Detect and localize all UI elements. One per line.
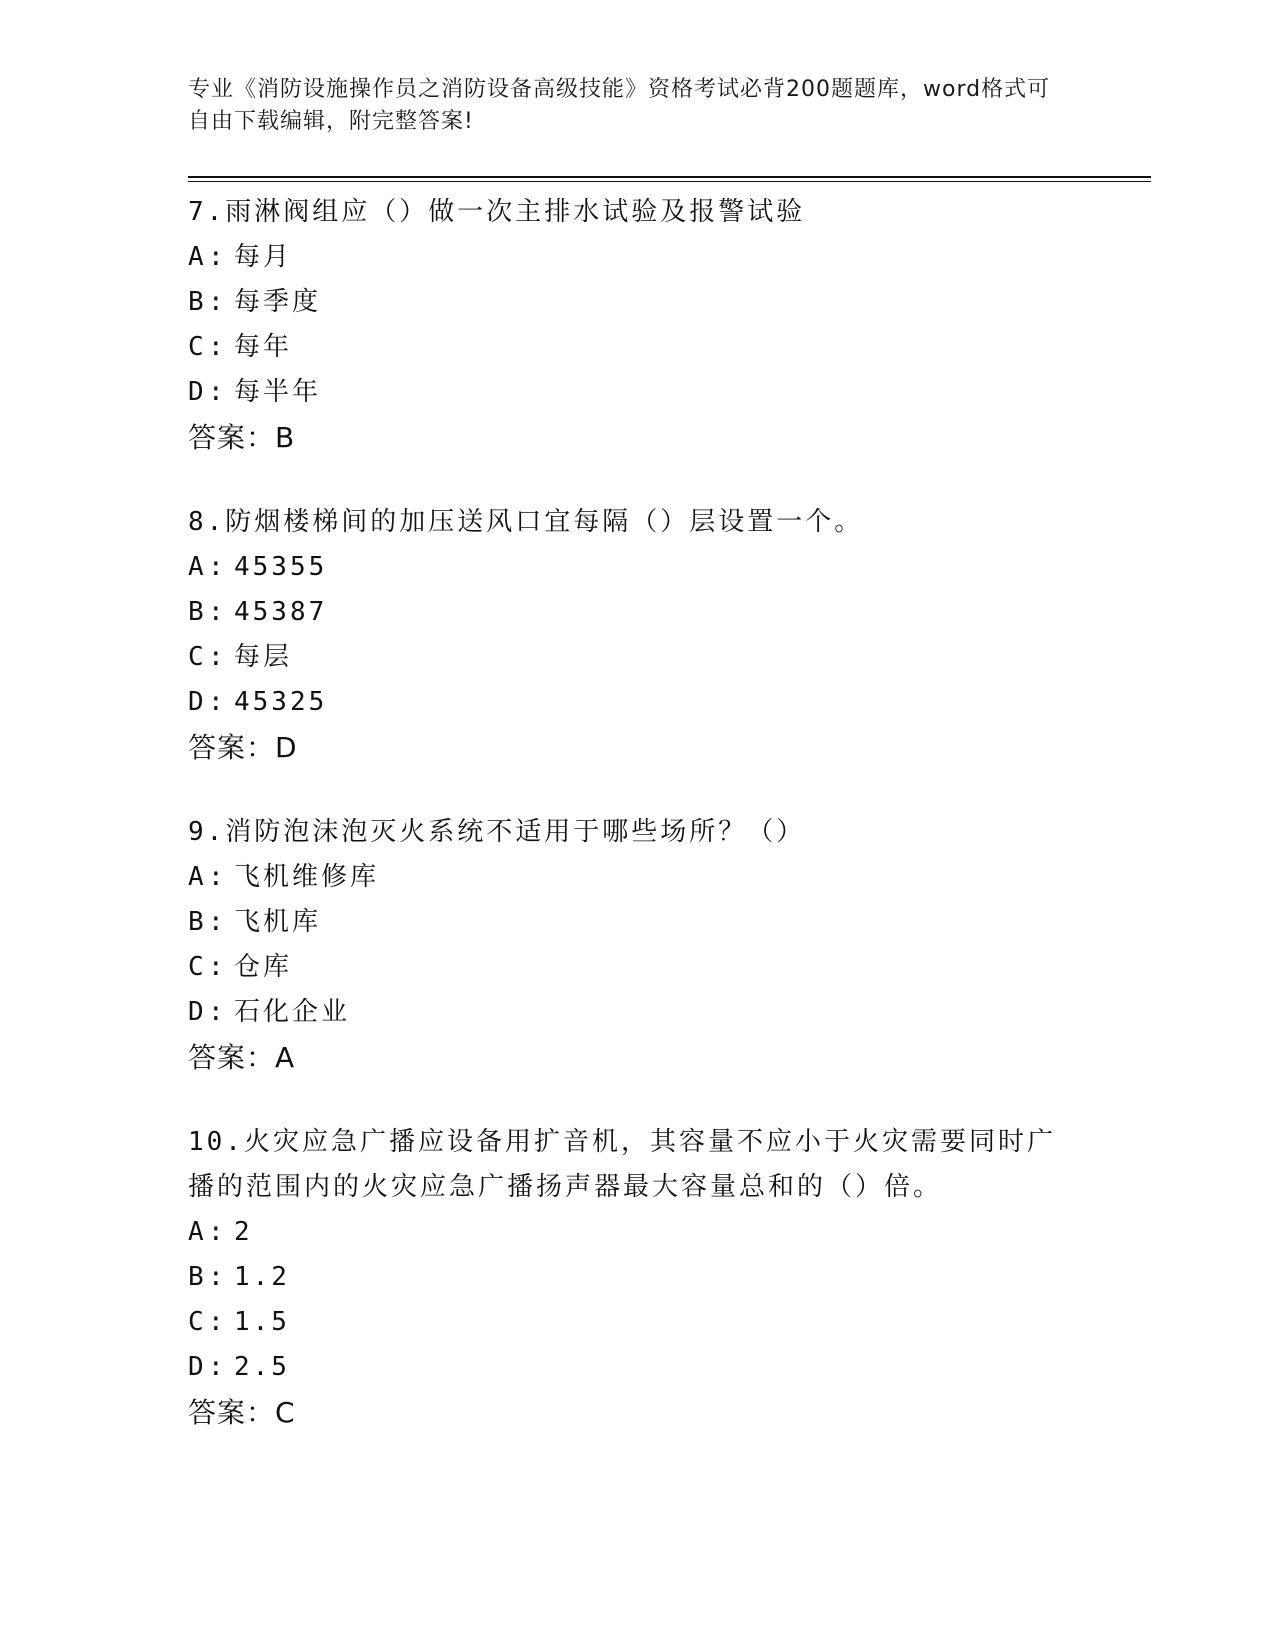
option-a: [188, 545, 1088, 590]
option-text: 每年: [234, 332, 293, 362]
option-separator: :: [208, 997, 227, 1027]
option-a: [188, 855, 1088, 900]
answer-line: 答案：A: [188, 1041, 296, 1074]
option-separator: :: [208, 287, 227, 317]
option-letter: C: [188, 1307, 207, 1337]
option-text: 2: [234, 1217, 253, 1247]
option-d: [188, 370, 1088, 415]
header-rule-thick: [188, 176, 1151, 178]
question-list: [188, 190, 1088, 1475]
option-text: 45355: [234, 552, 328, 582]
option-letter: B: [188, 597, 207, 627]
answer-line: 答案：B: [188, 421, 296, 454]
option-separator: :: [208, 1307, 227, 1337]
option-letter: B: [188, 1262, 207, 1292]
option-separator: :: [208, 952, 227, 982]
option-letter: C: [188, 332, 207, 362]
option-text: 每层: [234, 642, 293, 672]
document-header: 专业《消防设施操作员之消防设备高级技能》资格考试必背200题题库，word格式可自由下载编辑，附完整答案!: [188, 77, 1051, 134]
option-separator: :: [208, 377, 227, 407]
option-text: 2.5: [234, 1352, 290, 1382]
option-letter: B: [188, 907, 207, 937]
option-letter: A: [188, 552, 207, 582]
option-separator: :: [208, 1217, 227, 1247]
option-text: 飞机维修库: [234, 862, 380, 892]
answer-line: 答案：D: [188, 731, 298, 764]
option-separator: :: [208, 597, 227, 627]
option-separator: :: [208, 687, 227, 717]
option-c: [188, 1300, 1088, 1345]
option-separator: :: [208, 907, 227, 937]
header-rule-thin: [188, 181, 1151, 182]
question-8: [188, 500, 1088, 770]
option-separator: :: [208, 1262, 227, 1292]
option-separator: :: [208, 332, 227, 362]
option-text: 45387: [234, 597, 328, 627]
question-title: 9.消防泡沫泡灭火系统不适用于哪些场所？（）: [188, 817, 806, 847]
option-separator: :: [208, 1352, 227, 1382]
option-letter: D: [188, 687, 207, 717]
answer-line: 答案：C: [188, 1396, 296, 1429]
option-letter: A: [188, 242, 207, 272]
option-text: 1.5: [234, 1307, 290, 1337]
option-b: [188, 900, 1088, 945]
option-d: [188, 680, 1088, 725]
option-d: [188, 1345, 1088, 1390]
option-separator: :: [208, 242, 227, 272]
option-d: [188, 990, 1088, 1035]
option-a: [188, 235, 1088, 280]
option-b: [188, 1255, 1088, 1300]
option-letter: C: [188, 952, 207, 982]
option-c: [188, 325, 1088, 370]
option-letter: A: [188, 862, 207, 892]
option-c: [188, 635, 1088, 680]
question-10: [188, 1120, 1088, 1435]
option-separator: :: [208, 642, 227, 672]
question-title: 8.防烟楼梯间的加压送风口宜每隔（）层设置一个。: [188, 507, 864, 537]
question-title: 7.雨淋阀组应（）做一次主排水试验及报警试验: [188, 197, 806, 227]
option-text: 每半年: [234, 377, 322, 407]
option-c: [188, 945, 1088, 990]
option-text: 1.2: [234, 1262, 290, 1292]
option-separator: :: [208, 552, 227, 582]
option-letter: D: [188, 997, 207, 1027]
option-text: 石化企业: [234, 997, 351, 1027]
option-text: 每季度: [234, 287, 322, 317]
option-text: 45325: [234, 687, 328, 717]
option-text: 每月: [234, 242, 293, 272]
option-letter: D: [188, 377, 207, 407]
option-a: [188, 1210, 1088, 1255]
option-b: [188, 280, 1088, 325]
question-7: [188, 190, 1088, 460]
option-b: [188, 590, 1088, 635]
question-9: [188, 810, 1088, 1080]
option-text: 飞机库: [234, 907, 322, 937]
option-letter: C: [188, 642, 207, 672]
option-letter: A: [188, 1217, 207, 1247]
question-title: 10.火灾应急广播应设备用扩音机，其容量不应小于火灾需要同时广播的范围内的火灾应急广播扬声器最大容量总和的（）倍。: [188, 1127, 1056, 1202]
option-separator: :: [208, 862, 227, 892]
option-text: 仓库: [234, 952, 293, 982]
option-letter: B: [188, 287, 207, 317]
option-letter: D: [188, 1352, 207, 1382]
